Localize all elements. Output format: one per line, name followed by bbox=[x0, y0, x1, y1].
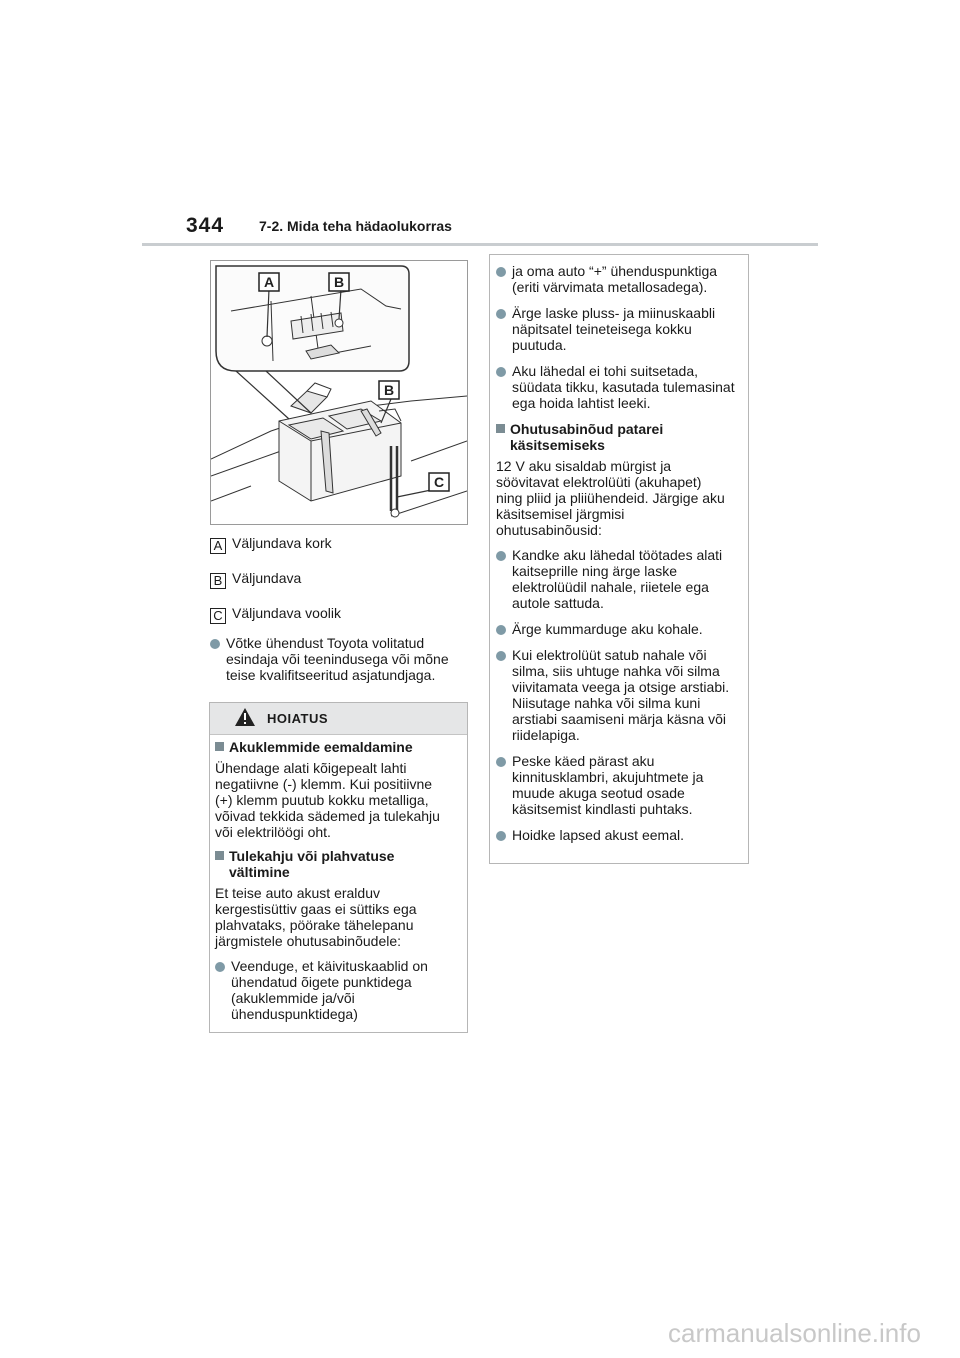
section-heading bbox=[496, 421, 746, 453]
text-line: autole sattuda. bbox=[512, 595, 604, 611]
text-line: ja oma auto “+” ühenduspunktiga bbox=[512, 263, 718, 279]
text-line: silma, siis uhtuge nahka või silma bbox=[512, 663, 720, 679]
text-line: (+) klemm puutub kokku metalliga, bbox=[215, 792, 429, 808]
bullet-item bbox=[496, 621, 746, 637]
text-line: ning pliid ja pliiühendeid. Järgige aku bbox=[496, 490, 725, 506]
heading-text: käsitsemiseks bbox=[510, 437, 605, 453]
bullet-dot-icon bbox=[496, 625, 506, 635]
warning-section-heading bbox=[215, 739, 463, 755]
text-line: viivitamata veega ja otsige arstiabi. bbox=[512, 679, 730, 695]
heading-text: Ohutusabinõud patarei bbox=[510, 421, 664, 437]
warning-continued-box bbox=[489, 254, 749, 864]
text-line: ühendatud õigete punktidega bbox=[231, 974, 412, 990]
text-line: võivad tekkida sädemed ja tulekahju bbox=[215, 808, 440, 824]
callout-a: A bbox=[264, 274, 275, 290]
text-line: elektrolüüdil nahale, riietele ega bbox=[512, 579, 709, 595]
text-line: negatiivne (-) klemm. Kui positiivne bbox=[215, 776, 433, 792]
text-line: arstiabi saamiseni märja käsna või bbox=[512, 711, 726, 727]
bullet-dot-icon bbox=[496, 267, 506, 277]
bullet-dot-icon bbox=[496, 309, 506, 319]
text-line: Et teise auto akust eralduv bbox=[215, 885, 380, 901]
bullet-item bbox=[496, 363, 746, 411]
bullet-dot-icon bbox=[210, 639, 220, 649]
text-line: (akuklemmide ja/või bbox=[231, 990, 355, 1006]
bullet-dot-icon bbox=[496, 551, 506, 561]
legend-key-a: A bbox=[210, 538, 226, 554]
text-line: kinnitusklambri, akujuhtmete ja bbox=[512, 769, 704, 785]
legend-item-b bbox=[210, 570, 301, 589]
text-line: näpitsatel teineteisega kokku bbox=[512, 321, 692, 337]
section-paragraph bbox=[496, 458, 746, 538]
text-line: ega hoida lahtist leeki. bbox=[512, 395, 651, 411]
warning-header bbox=[210, 703, 467, 735]
text-line: riidelapiga. bbox=[512, 727, 580, 743]
bullet-dot-icon bbox=[496, 831, 506, 841]
heading-text: Tulekahju või plahvatuse bbox=[229, 848, 395, 864]
bullet-item bbox=[496, 547, 746, 611]
text-line: kaitseprille ning ärge laske bbox=[512, 563, 677, 579]
bullet-item bbox=[496, 305, 746, 353]
warning-body bbox=[215, 739, 463, 1022]
callout-b: B bbox=[334, 274, 345, 290]
warning-paragraph bbox=[215, 760, 463, 840]
bullet-line: teise kvalifitseeritud asjatundjaga. bbox=[226, 667, 436, 683]
bullet-item bbox=[496, 753, 746, 817]
text-line: plahvataks, pöörake tähelepanu bbox=[215, 917, 414, 933]
bullet-line: esindaja või teenindusega või mõne bbox=[226, 651, 449, 667]
text-line: süüdata tikku, kasutada tulemasinat bbox=[512, 379, 735, 395]
warning-section-heading bbox=[215, 848, 463, 880]
legend-text-a: Väljundava kork bbox=[232, 535, 332, 551]
warning-label: HOIATUS bbox=[267, 711, 329, 726]
text-line: Hoidke lapsed akust eemal. bbox=[512, 827, 684, 843]
header-divider bbox=[142, 243, 818, 246]
square-bullet-icon bbox=[215, 851, 224, 860]
text-line: (eriti värvimata metallosadega). bbox=[512, 279, 708, 295]
text-line: käsitsemisel järgmisi bbox=[496, 506, 625, 522]
callout-c: C bbox=[434, 474, 445, 490]
warning-paragraph bbox=[215, 885, 463, 949]
text-line: järgmistele ohutusabinõudele: bbox=[215, 933, 402, 949]
text-line: Niisutage nahka või silma kuni bbox=[512, 695, 701, 711]
bullet-item bbox=[496, 647, 746, 743]
text-line: ohutusabinõusid: bbox=[496, 522, 602, 538]
text-line: 12 V aku sisaldab mürgist ja bbox=[496, 458, 672, 474]
text-line: Peske käed pärast aku bbox=[512, 753, 655, 769]
square-bullet-icon bbox=[496, 424, 505, 433]
text-line: Ühendage alati kõigepealt lahti bbox=[215, 760, 407, 776]
page-number: 344 bbox=[186, 214, 225, 237]
text-line: Ärge kummarduge aku kohale. bbox=[512, 621, 703, 637]
bullet-item bbox=[496, 263, 746, 295]
legend-text-b: Väljundava bbox=[232, 570, 302, 586]
text-line: käsitsemist kindlasti puhtaks. bbox=[512, 801, 693, 817]
bullet-item bbox=[496, 827, 746, 843]
heading-text: vältimine bbox=[229, 864, 290, 880]
battery-illustration bbox=[210, 260, 468, 525]
text-line: Ärge laske pluss- ja miinuskaabli bbox=[512, 305, 716, 321]
text-line: või elektrilöögi oht. bbox=[215, 824, 331, 840]
watermark: carmanualsonline.info bbox=[668, 1318, 921, 1348]
warning-box bbox=[209, 702, 468, 1033]
bullet-dot-icon bbox=[496, 651, 506, 661]
section-title: 7-2. Mida teha hädaolukorras bbox=[259, 218, 452, 234]
legend-item-a bbox=[210, 535, 332, 554]
bullet-line: Võtke ühendust Toyota volitatud bbox=[226, 635, 425, 651]
warning-triangle-icon bbox=[234, 707, 256, 727]
legend-key-c: C bbox=[210, 608, 226, 624]
battery-drawing bbox=[211, 261, 467, 524]
text-line: Kui elektrolüüt satub nahale või bbox=[512, 647, 707, 663]
text-line: Kandke aku lähedal töötades alati bbox=[512, 547, 723, 563]
heading-text: Akuklemmide eemaldamine bbox=[229, 739, 413, 755]
text-line: puutuda. bbox=[512, 337, 567, 353]
contact-dealer-bullet bbox=[210, 635, 482, 683]
text-line: muude akuga seotud osade bbox=[512, 785, 685, 801]
text-line: Aku lähedal ei tohi suitsetada, bbox=[512, 363, 699, 379]
bullet-dot-icon bbox=[496, 757, 506, 767]
text-line: kergestisüttiv gaas ei süttiks ega bbox=[215, 901, 417, 917]
legend-item-c bbox=[210, 605, 341, 624]
bullet-dot-icon bbox=[215, 962, 225, 972]
warning-bullet bbox=[215, 958, 463, 1022]
bullet-dot-icon bbox=[496, 367, 506, 377]
text-line: ühenduspunktidega) bbox=[231, 1006, 358, 1022]
text-line: söövitavat elektrolüüti (akuhapet) bbox=[496, 474, 702, 490]
square-bullet-icon bbox=[215, 742, 224, 751]
legend-key-b: B bbox=[210, 573, 226, 589]
warning-continued-body bbox=[496, 263, 746, 843]
text-line: Veenduge, et käivituskaablid on bbox=[231, 958, 428, 974]
legend-text-c: Väljundava voolik bbox=[232, 605, 341, 621]
callout-b-second: B bbox=[384, 382, 395, 398]
